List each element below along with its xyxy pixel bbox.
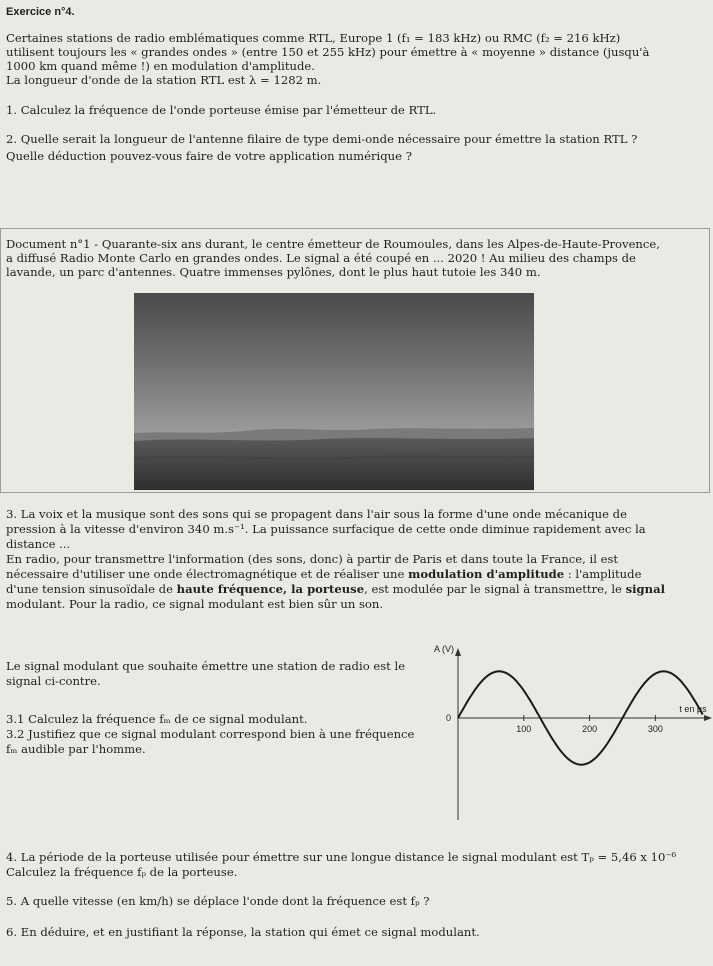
bold-frequency: haute fréquence, la porteuse [176, 582, 365, 596]
question-2-followup: Quelle déduction pouvez-vous faire de votre application numérique ? [6, 149, 412, 163]
q3-line-6-text: d'une tension sinusoïdale de [6, 582, 173, 596]
q3-line-2: pression à la vitesse d'environ 340 m.s⁻¹. La puissance surfacique de cette onde diminue rapidement avec la [6, 522, 646, 536]
q3-line-5-text: nécessaire d'utiliser une onde électromagnétique et de réaliser une [6, 567, 405, 581]
antenna-landscape-photo [134, 293, 534, 490]
question-2: 2. Quelle serait la longueur de l'antenne filaire de type demi-onde nécessaire pour émettre la station RTL ? [6, 132, 638, 146]
x-tick-label: 100 [516, 724, 532, 734]
q3-line-5 [6, 568, 641, 581]
document-line-2: a diffusé Radio Monte Carlo en grandes ondes. Le signal a été coupé en ... 2020 ! Au milieu des champs de [6, 251, 636, 265]
question-3-2-cont: fₘ audible par l'homme. [6, 742, 146, 756]
after-modulation: : l'amplitude [564, 567, 642, 581]
signal-chart-svg [418, 640, 713, 825]
signal-text-1: Le signal modulant que souhaite émettre une station de radio est le [6, 659, 406, 673]
intro-line-3: 1000 km quand même !) en modulation d'amplitude. [6, 59, 315, 73]
x-tick-label: 300 [647, 724, 663, 734]
document-line-3: lavande, un parc d'antennes. Quatre immenses pylônes, dont le plus haut tutoie les 340 m. [6, 265, 541, 279]
bold-modulation: modulation d'amplitude [408, 567, 565, 581]
intro-line-4: La longueur d'onde de la station RTL est λ = 1282 m. [6, 73, 322, 87]
q3-line-6 [6, 583, 665, 596]
y-axis-arrow [455, 648, 461, 656]
origin-label: 0 [445, 713, 451, 723]
x-axis-label: t en µs [679, 704, 707, 714]
after-frequency: , est modulée par le signal à transmettre, le [364, 582, 622, 596]
q3-line-3: distance ... [6, 537, 71, 551]
question-4: 4. La période de la porteuse utilisée pour émettre sur une longue distance le signal modulant est Tₚ = 5,46 x 10⁻⁶ [6, 850, 677, 864]
question-5: 5. A quelle vitesse (en km/h) se déplace l'onde dont la fréquence est fₚ ? [6, 894, 430, 908]
bold-signal: signal [625, 582, 665, 596]
x-axis-arrow [704, 715, 712, 721]
question-4-followup: Calculez la fréquence fₚ de la porteuse. [6, 865, 238, 879]
question-6: 6. En déduire, et en justifiant la réponse, la station qui émet ce signal modulant. [6, 925, 480, 939]
y-axis-label: A (V) [433, 644, 454, 654]
question-3-1: 3.1 Calculez la fréquence fₘ de ce signal modulant. [6, 712, 308, 726]
q3-line-1: 3. La voix et la musique sont des sons qui se propagent dans l'air sous la forme d'une onde mécanique de [6, 507, 627, 521]
q3-line-4: En radio, pour transmettre l'information (des sons, donc) à partir de Paris et dans toute la France, il est [6, 552, 619, 566]
question-3-2: 3.2 Justifiez que ce signal modulant correspond bien à une fréquence [6, 727, 415, 741]
question-1: 1. Calculez la fréquence de l'onde porteuse émise par l'émetteur de RTL. [6, 103, 437, 117]
exercise-title: Exercice n°4. [6, 6, 75, 18]
signal-text-2: signal ci-contre. [6, 674, 101, 688]
intro-line-2: utilisent toujours les « grandes ondes » (entre 150 et 255 kHz) pour émettre à « moyenne » distance (jusqu'à [6, 45, 650, 59]
signal-graph [418, 640, 713, 825]
intro-line-1: Certaines stations de radio emblématiques comme RTL, Europe 1 (f₁ = 183 kHz) ou RMC (f₂ = 216 kHz) [6, 31, 621, 45]
q3-line-7: modulant. Pour la radio, ce signal modulant est bien sûr un son. [6, 597, 384, 611]
x-tick-label: 200 [582, 724, 598, 734]
document-line-1: Document n°1 - Quarante-six ans durant, le centre émetteur de Roumoules, dans les Alpes-de-Haute-Provence, [6, 237, 660, 251]
